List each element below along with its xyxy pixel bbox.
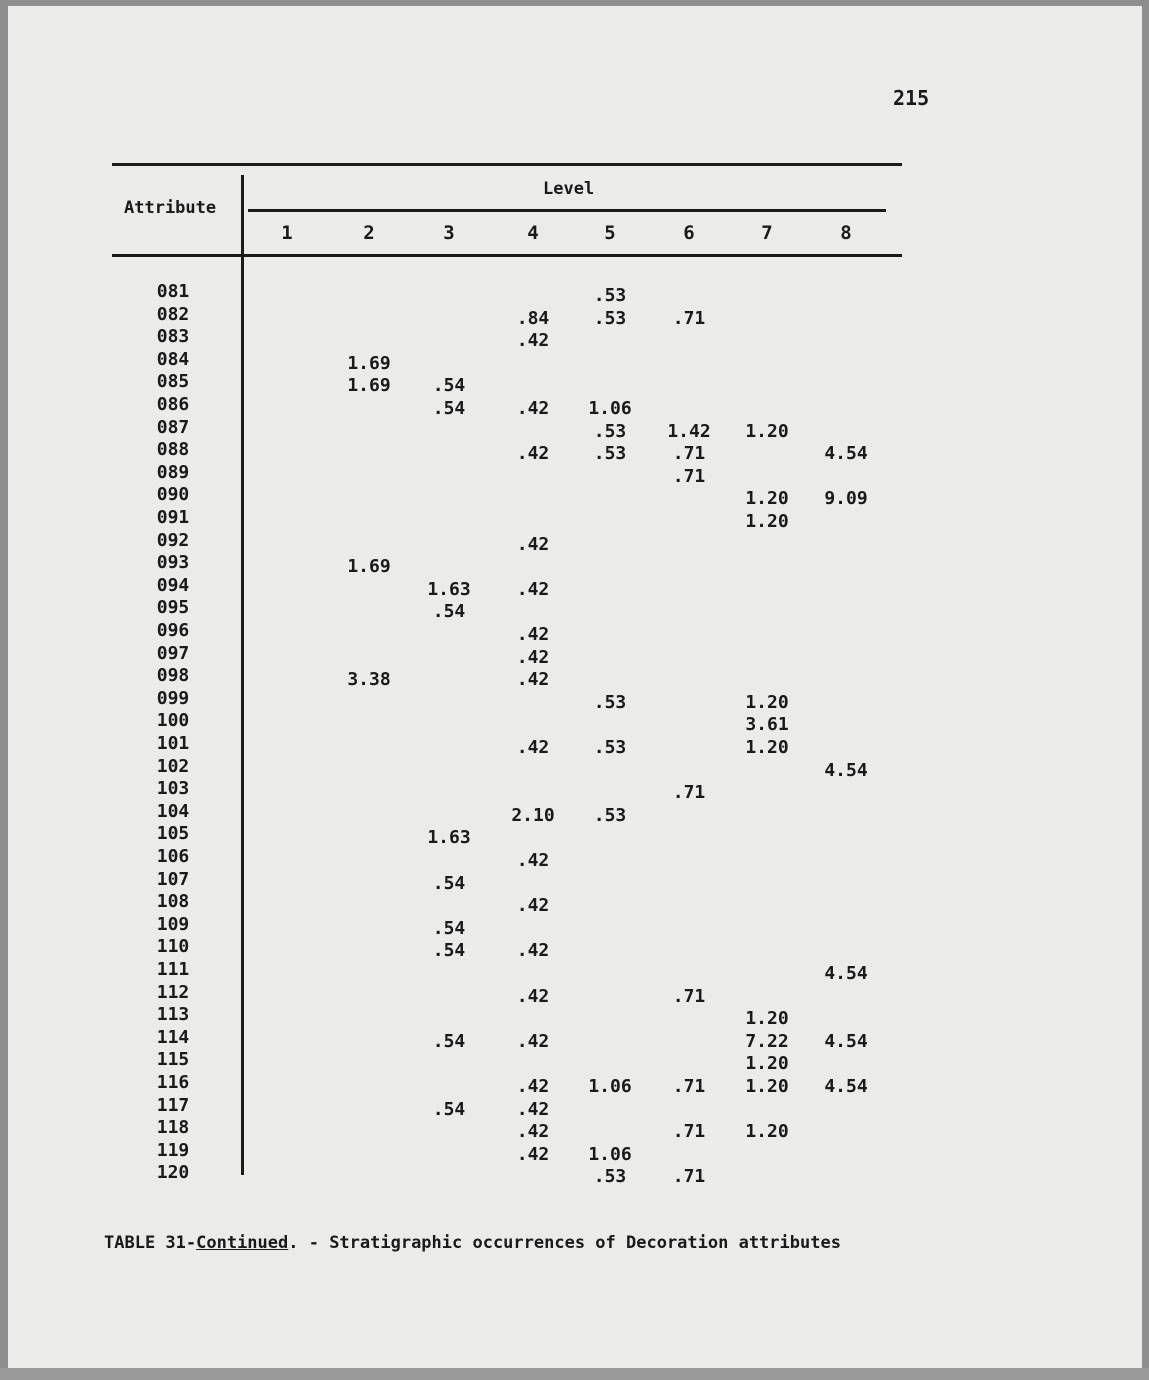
table-cell: 7.22 [745,1030,789,1052]
level-header-2: 2 [363,222,375,244]
attribute-code: 082 [156,303,190,325]
table-cell: .42 [516,1030,550,1052]
level-underline-rule [248,209,886,212]
table-caption [104,1234,864,1252]
table-cell: .71 [672,307,706,329]
table-cell: 4.54 [824,1030,868,1052]
level-group-header: Level [543,179,595,199]
attribute-code: 110 [156,936,190,958]
level-header-3: 3 [443,222,455,244]
table-cell: 1.42 [667,420,711,442]
attribute-code: 089 [156,461,190,483]
table-cell: .42 [516,737,550,758]
attribute-code: 092 [156,529,190,551]
table-cell: .54 [432,1098,466,1120]
table-cell: 1.06 [588,1076,632,1097]
table-cell: .42 [516,624,550,645]
table-cell: .42 [516,1121,550,1143]
table-cell: .71 [672,782,706,804]
attribute-code: 113 [156,1004,190,1026]
attribute-code: 107 [156,868,190,890]
table-cell: .71 [672,1166,706,1188]
attribute-code: 116 [156,1072,190,1093]
attribute-code: 085 [156,371,190,393]
attribute-code: 094 [156,574,190,596]
table-cell: 4.54 [824,759,868,781]
attribute-code: 091 [156,507,190,528]
attribute-code: 117 [156,1094,190,1116]
attribute-code: 114 [156,1026,190,1048]
table-cell: .42 [516,398,550,419]
table-cell: 2.10 [511,804,555,826]
table-cell: .54 [432,872,466,894]
attribute-code: 109 [156,913,190,935]
level-header-8: 8 [840,222,852,244]
attribute-code: 104 [156,800,190,822]
table-cell: .42 [516,533,550,555]
table-cell: .53 [593,691,627,713]
table-cell: 9.09 [824,488,868,510]
attribute-code: 115 [156,1049,190,1071]
attribute-code: 093 [156,552,190,574]
attribute-code: 108 [156,891,190,913]
level-header-1: 1 [281,222,293,244]
table-cell: 1.20 [745,737,789,758]
table-cell: .54 [432,398,466,419]
attribute-code: 099 [156,687,190,709]
table-cell: .71 [672,443,706,465]
attribute-code: 096 [156,620,190,641]
level-header-4: 4 [527,222,539,244]
table-cell: .53 [593,804,627,826]
attribute-code: 101 [156,733,190,754]
attribute-code: 103 [156,778,190,800]
table-cell: 1.69 [347,375,391,397]
attribute-code: 090 [156,484,190,506]
level-header-5: 5 [604,222,616,244]
attribute-code: 105 [156,823,190,845]
table-cell: .54 [432,601,466,623]
table-cell: .53 [593,737,627,758]
table-cell: 1.20 [745,1008,789,1030]
caption-text: . - Stratigraphic occurrences of Decoration attributes [288,1233,841,1253]
header-bottom-rule [112,254,902,257]
page-number: 215 [893,86,930,110]
table-cell: .42 [516,1143,550,1165]
table-cell: 1.06 [588,398,632,419]
table-cell: .42 [516,895,550,917]
table-cell: 4.54 [824,1076,868,1097]
attribute-code: 112 [156,981,190,1003]
attribute-column-divider [241,175,244,1175]
attribute-code: 088 [156,439,190,461]
attribute-code: 106 [156,846,190,867]
table-cell: .42 [516,1076,550,1097]
table-cell: .71 [672,1121,706,1143]
table-cell: 3.38 [347,669,391,691]
attribute-code: 102 [156,755,190,777]
table-cell: .42 [516,669,550,691]
table-top-rule [112,163,902,166]
table-cell: .42 [516,1098,550,1120]
table-cell: 1.20 [745,488,789,510]
attribute-code: 087 [156,416,190,438]
attribute-code: 083 [156,326,190,348]
table-cell: 1.69 [347,352,391,374]
attribute-code: 095 [156,597,190,619]
table-cell: .53 [593,285,627,306]
table-cell: .42 [516,646,550,668]
caption-prefix: TABLE 31- [104,1233,197,1253]
table-cell: 1.20 [745,1053,789,1075]
table-cell: 1.63 [427,578,471,600]
table-cell: 1.20 [745,511,789,532]
table-cell: .54 [432,1030,466,1052]
attribute-code: 111 [156,959,190,980]
attribute-code: 118 [156,1117,190,1139]
table-cell: 1.69 [347,556,391,578]
table-cell: .84 [516,307,550,329]
attribute-code: 097 [156,642,190,664]
attribute-code: 120 [156,1162,190,1184]
attribute-code: 119 [156,1139,190,1161]
table-cell: .42 [516,850,550,871]
table-cell: .42 [516,940,550,962]
attribute-code: 081 [156,281,190,302]
level-header-6: 6 [683,222,695,244]
attribute-code: 100 [156,710,190,732]
table-cell: .42 [516,985,550,1007]
table-cell: 3.61 [745,714,789,736]
attribute-code: 084 [156,348,190,370]
table-cell: .53 [593,443,627,465]
attribute-column-header: Attribute [124,198,217,218]
attribute-code: 098 [156,665,190,687]
table-cell: 4.54 [824,443,868,465]
table-cell: .53 [593,307,627,329]
table-cell: 1.20 [745,691,789,713]
table-cell: .42 [516,443,550,465]
table-cell: .42 [516,578,550,600]
table-cell: 1.63 [427,827,471,849]
table-cell: 4.54 [824,963,868,984]
table-cell: .54 [432,375,466,397]
table-cell: 1.06 [588,1143,632,1165]
table-cell: 1.20 [745,1121,789,1143]
table-cell: .53 [593,1166,627,1188]
table-cell: .54 [432,940,466,962]
table-cell: 1.20 [745,1076,789,1097]
table-cell: .71 [672,1076,706,1097]
scan-bottom-edge [0,1368,1149,1380]
attribute-code: 086 [156,394,190,415]
level-header-7: 7 [761,222,773,244]
table-cell: .71 [672,985,706,1007]
table-cell: 1.20 [745,420,789,442]
table-cell: .54 [432,917,466,939]
caption-emphasis: Continued [196,1233,289,1253]
table-cell: .71 [672,465,706,487]
table-cell: .42 [516,330,550,352]
table-cell: .53 [593,420,627,442]
